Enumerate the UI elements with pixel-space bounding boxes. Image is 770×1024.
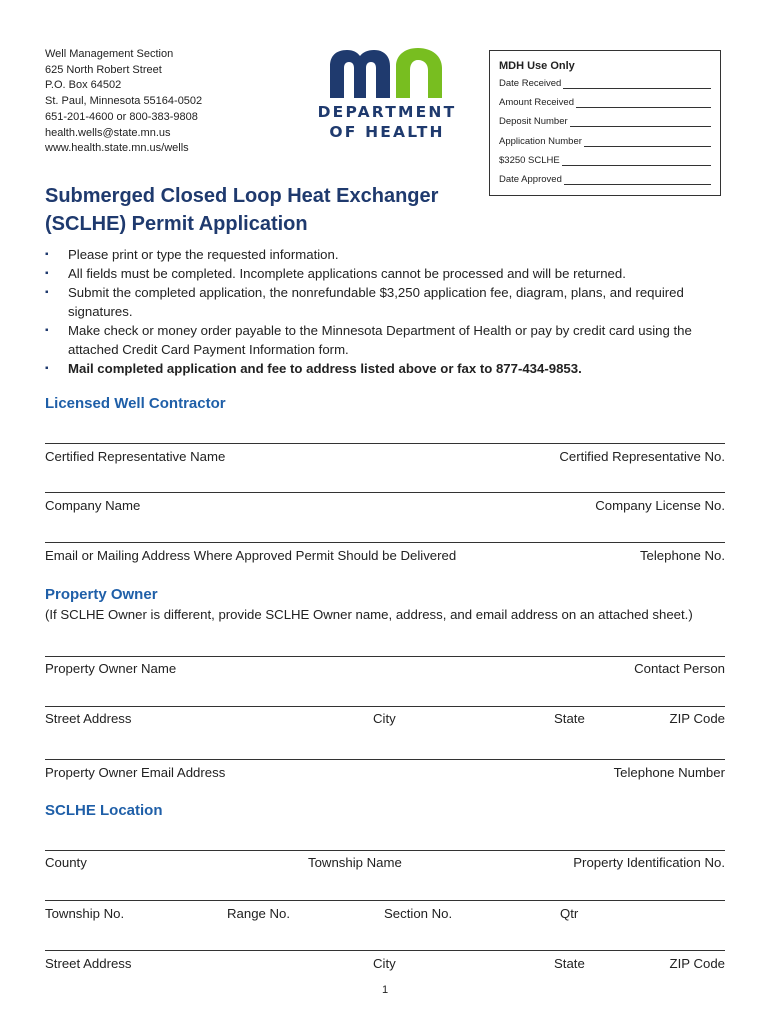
label-pid: Property Identification No.: [573, 855, 725, 870]
field-line-company[interactable]: [45, 492, 725, 493]
label-owner-zip: ZIP Code: [669, 711, 725, 726]
label-range-no: Range No.: [227, 906, 291, 921]
field-line-county[interactable]: [45, 850, 725, 851]
address-line: Well Management Section: [45, 48, 174, 60]
label-section-no: Section No.: [384, 906, 453, 921]
mdh-row-amount-received: Amount Received: [499, 97, 711, 108]
label-location-state: State: [554, 956, 585, 971]
field-line-owner-email[interactable]: [45, 759, 725, 760]
label-county: County: [45, 855, 87, 870]
title-line1: Submerged Closed Loop Heat Exchanger: [45, 185, 439, 207]
instructions-list: [45, 245, 725, 378]
section-heading-contractor: Licensed Well Contractor: [45, 395, 226, 412]
mdh-box-title: MDH Use Only: [499, 60, 575, 72]
label-company-license: Company License No.: [595, 498, 725, 513]
logo-text-line2: OF HEALTH: [329, 123, 445, 141]
label-location-zip: ZIP Code: [669, 956, 725, 971]
address-line: 625 North Robert Street: [45, 63, 162, 76]
instruction-item: ▪ Submit the completed application, the nonrefundable $3,250 application fee, diagram, plans, and required signatures.: [45, 285, 684, 319]
title-line2: (SCLHE) Permit Application: [45, 213, 308, 235]
label-township-name: Township Name: [308, 855, 402, 870]
agency-address: [45, 47, 202, 157]
label-township-no: Township No.: [45, 906, 125, 921]
mdh-row-sclhe-fee: $3250 SCLHE: [499, 155, 711, 166]
address-line: P.O. Box 64502: [45, 79, 122, 92]
mdh-logo: [316, 44, 458, 149]
field-line-owner-name[interactable]: [45, 656, 725, 657]
mn-logo-icon: [316, 44, 458, 102]
label-owner-street: Street Address: [45, 711, 132, 726]
label-telephone: Telephone No.: [639, 548, 725, 563]
page-number: 1: [381, 984, 389, 996]
mdh-row-application-number: Application Number: [499, 136, 711, 147]
label-owner-email: Property Owner Email Address: [45, 765, 226, 780]
field-line-township[interactable]: [45, 900, 725, 901]
field-line-owner-address[interactable]: [45, 706, 725, 707]
mdh-use-only-box: [489, 50, 721, 196]
logo-text-line1: DEPARTMENT: [317, 103, 457, 121]
address-line: St. Paul, Minnesota 55164-0502: [45, 95, 203, 108]
section-heading-location: SCLHE Location: [45, 802, 163, 819]
label-owner-name: Property Owner Name: [45, 661, 177, 676]
field-line-rep[interactable]: [45, 443, 725, 444]
address-line: 651-201-4600 or 800-383-9808: [45, 110, 198, 123]
instruction-item-bold: ▪ Mail completed application and fee to address listed above or fax to 877-434-9853.: [45, 361, 582, 376]
label-qtr: Qtr: [560, 906, 579, 921]
label-company-name: Company Name: [45, 498, 141, 513]
mdh-row-date-approved: Date Approved: [499, 174, 711, 185]
mdh-row-deposit-number: Deposit Number: [499, 116, 711, 127]
instruction-item: ▪ Make check or money order payable to the Minnesota Department of Health or pay by credit card using the attached Credit Card Payment Information form.: [45, 323, 692, 357]
label-rep-name: Certified Representative Name: [45, 449, 226, 464]
field-line-location-address[interactable]: [45, 950, 725, 951]
instruction-item: ▪ All fields must be completed. Incomplete applications cannot be processed and will be returned.: [45, 266, 626, 281]
label-contact-person: Contact Person: [634, 661, 725, 676]
page-title: [45, 182, 438, 238]
label-rep-no: Certified Representative No.: [559, 449, 725, 464]
label-location-street: Street Address: [45, 956, 132, 971]
address-line[interactable]: www.health.state.mn.us/wells: [45, 142, 189, 155]
field-line-email-address[interactable]: [45, 542, 725, 543]
mdh-row-date-received: Date Received: [499, 78, 711, 89]
label-location-city: City: [373, 956, 396, 971]
label-email-address: Email or Mailing Address Where Approved Permit Should be Delivered: [45, 548, 457, 563]
label-owner-city: City: [373, 711, 396, 726]
instruction-item: ▪ Please print or type the requested information.: [45, 247, 339, 262]
label-owner-state: State: [554, 711, 585, 726]
section-heading-owner: Property Owner: [45, 586, 158, 603]
address-line[interactable]: health.wells@state.mn.us: [45, 126, 171, 139]
owner-note: (If SCLHE Owner is different, provide SCLHE Owner name, address, and email address on an attached sheet.): [45, 607, 693, 622]
label-owner-telephone: Telephone Number: [613, 765, 725, 780]
